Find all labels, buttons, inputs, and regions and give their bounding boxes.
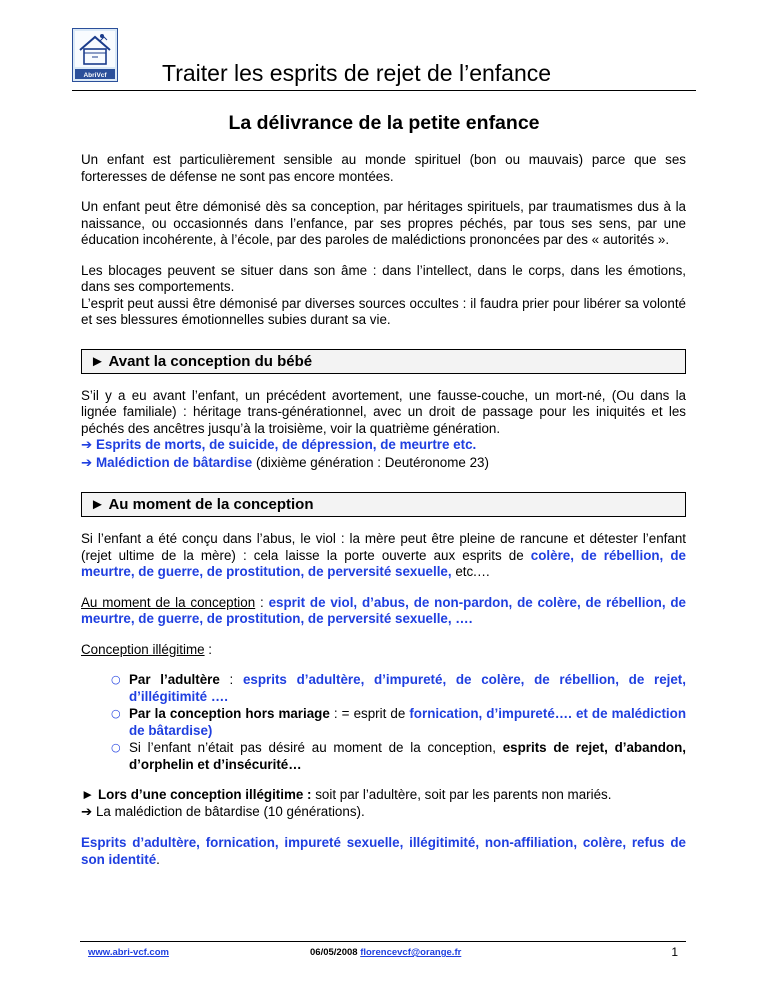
list-item-blue: fornication, d’impureté…. et de malédiction de bâtardise)	[129, 706, 687, 738]
list-item-sep: :	[219, 672, 243, 687]
lors-bold: ► Lors d’une conception illégitime :	[81, 787, 312, 802]
house-logo-icon	[72, 28, 118, 82]
intro-paragraph-3b: L’esprit peut aussi être démonisé par diverses sources occultes : il faudra prier pour libérer sa volonté et ses blessures émotionnelles subies durant sa vie.	[81, 295, 686, 327]
section1-arrow-text-2-blue: Malédiction de bâtardise	[95, 454, 253, 470]
document-header-title: Traiter les esprits de rejet de l’enfance	[162, 60, 552, 86]
section-heading-before-conception: ► Avant la conception du bébé	[81, 349, 686, 374]
list-item-bold: esprits de rejet, d’abandon, d’orphelin et d’insécurité…	[129, 740, 687, 772]
section2-p2-label: Au moment de la conception	[81, 594, 256, 610]
section2-paragraph-2	[81, 595, 686, 628]
list-item	[111, 672, 686, 705]
logo	[72, 28, 118, 82]
svg-text:AbriVcf: AbriVcf	[83, 72, 107, 79]
list-item-sep: : = esprit de	[329, 706, 410, 721]
intro-paragraph-1: Un enfant est particulièrement sensible au monde spirituel (bon ou mauvais) parce que ses forteresses de défense ne sont pas encore montées.	[81, 152, 686, 184]
right-arrow-icon: ➔	[81, 804, 93, 820]
section1-arrow-line-2	[81, 455, 686, 473]
bastardy-curse-line	[81, 804, 686, 822]
illegitimate-label-text: Conception illégitime	[81, 641, 205, 657]
lors-rest: soit par l’adultère, soit par les parents non mariés.	[311, 787, 612, 802]
circle-bullet-icon: ○	[111, 741, 121, 754]
bastardy-curse-text: La malédiction de bâtardise (10 générations).	[95, 803, 365, 819]
list-item-blue: esprits d’adultère, d’impureté, de colère, de rébellion, de rejet, d’illégitimité ….	[129, 672, 686, 704]
final-spirits-blue: Esprits d’adultère, fornication, impureté sexuelle, illégitimité, non-affiliation, colère, refus de son identité	[81, 835, 686, 867]
final-spirits-paragraph	[81, 835, 686, 868]
email-link[interactable]: florencevcf@orange.fr	[360, 947, 462, 958]
section1-arrow-text-1: Esprits de morts, de suicide, de dépression, de meurtre etc.	[95, 437, 477, 452]
section1-paragraph: S’il y a eu avant l’enfant, un précédent avortement, une fausse-couche, un mort-né, (Ou dans la lignée familiale) : héritage trans-générationnel, avec un droit de passage pour les iniquités et les péchés des ancêtres jusqu’à la troisième, voir la quatrième génération.	[81, 387, 686, 436]
section2-p2-sep: :	[255, 594, 269, 610]
page-number: 1	[671, 945, 678, 959]
illegitimate-conception-label	[81, 642, 686, 659]
final-spirits-end: .	[156, 851, 160, 867]
header-divider	[72, 90, 696, 91]
section2-p2-blue: esprit de viol, d’abus, de non-pardon, de colère, de rébellion, de meurtre, de guerre, de prostitution, de perversité sexuelle, ….	[81, 594, 687, 626]
circle-bullet-icon: ○	[111, 673, 121, 686]
illegitimate-conception-line	[81, 787, 686, 804]
illegitimate-label-sep: :	[204, 641, 213, 657]
page-title: La délivrance de la petite enfance	[228, 112, 540, 134]
intro-paragraph-3a: Les blocages peuvent se situer dans son âme : dans l’intellect, dans le corps, dans les émotions, dans ses comportements.	[81, 262, 686, 294]
right-arrow-icon: ➔	[81, 455, 93, 471]
section-heading-at-conception: ► Au moment de la conception	[81, 492, 686, 517]
intro-paragraph-2: Un enfant peut être démonisé dès sa conception, par héritages spirituels, par traumatismes dus à la naissance, ou occasionnés dans l’enfance, par ses propres péchés, par tous ses sens, par une éducation incohérente, à l’école, par des paroles de malédictions prononcées par des « autorités ».	[81, 199, 686, 247]
website-link[interactable]: www.abri-vcf.com	[88, 947, 169, 958]
section2-p1-end: etc.…	[451, 564, 491, 579]
list-item	[111, 740, 686, 773]
section2-p1-text: Si l’enfant a été conçu dans l’abus, le viol : la mère peut être pleine de rancune et détester l’enfant (rejet ultime de la mère) : cela laisse la porte ouverte aux esprits de	[81, 531, 686, 563]
footer-date: 06/05/2008	[310, 947, 358, 958]
list-item-bold: Par l’adultère	[129, 672, 220, 687]
section2-paragraph-1	[81, 531, 686, 581]
right-arrow-icon: ➔	[81, 438, 93, 453]
list-item-pre: Si l’enfant n’était pas désiré au moment de la conception,	[129, 740, 503, 755]
section2-p1-blue: colère, de rébellion, de meurtre, de guerre, de prostitution, de perversité sexuelle,	[81, 547, 686, 579]
illegitimate-list	[81, 672, 686, 773]
section1-arrow-line-1	[81, 437, 686, 455]
list-item	[111, 706, 686, 739]
section1-arrow-text-2-rest: (dixième génération : Deutéronome 23)	[252, 454, 489, 470]
footer-divider	[80, 941, 686, 942]
footer-date-email	[310, 947, 461, 958]
document-body	[81, 152, 686, 882]
list-item-bold: Par la conception hors mariage	[129, 706, 330, 721]
circle-bullet-icon: ○	[111, 707, 121, 720]
